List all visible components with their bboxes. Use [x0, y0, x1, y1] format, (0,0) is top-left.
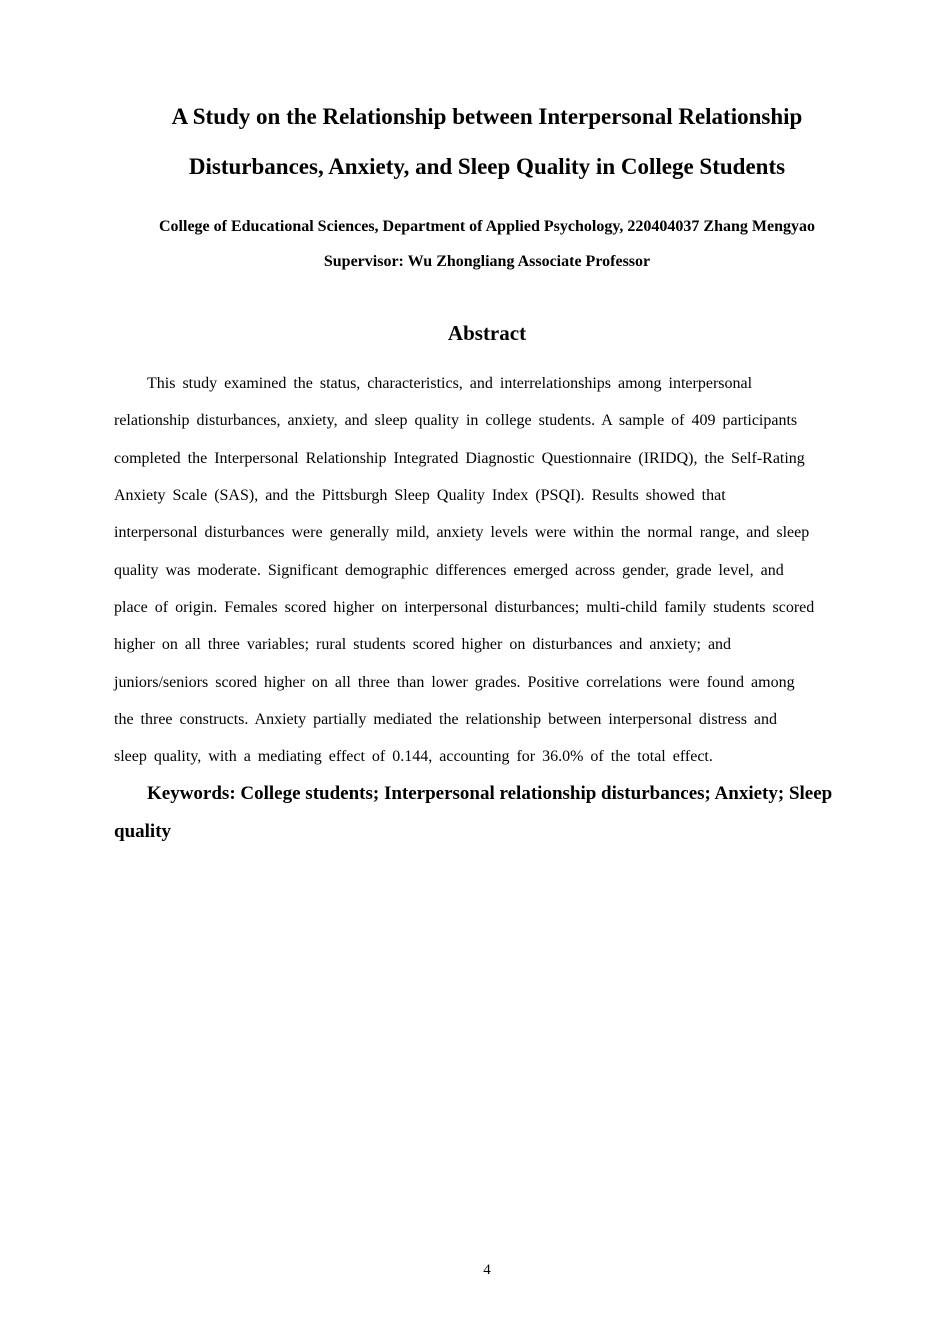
keywords-line-2: quality: [114, 821, 172, 842]
abstract-line: Anxiety Scale (SAS), and the Pittsburgh Sleep Quality Index (PSQI). Results showed that: [114, 487, 726, 504]
paper-title-line-1: A Study on the Relationship between Interpersonal Relationship: [171, 104, 803, 129]
abstract-line: interpersonal disturbances were generally mild, anxiety levels were within the normal range, and sleep: [114, 524, 810, 541]
page-number: 4: [483, 1262, 491, 1278]
abstract-heading: Abstract: [447, 321, 527, 345]
abstract-line: completed the Interpersonal Relationship Integrated Diagnostic Questionnaire (IRIDQ), the Self-Rating: [114, 450, 805, 467]
abstract-line: the three constructs. Anxiety partially mediated the relationship between interpersonal distress and: [114, 711, 778, 728]
paper-title-line-2: Disturbances, Anxiety, and Sleep Quality in College Students: [188, 154, 786, 179]
abstract-line: higher on all three variables; rural students scored higher on disturbances and anxiety; and: [114, 636, 732, 653]
supervisor-line: Supervisor: Wu Zhongliang Associate Professor: [323, 253, 651, 270]
author-affiliation: College of Educational Sciences, Department of Applied Psychology, 220404037 Zhang Mengyao: [159, 218, 815, 235]
abstract-line: relationship disturbances, anxiety, and sleep quality in college students. A sample of 409 participants: [114, 412, 798, 429]
abstract-line: juniors/seniors scored higher on all three than lower grades. Positive correlations were found among: [114, 674, 795, 691]
abstract-line: sleep quality, with a mediating effect of 0.144, accounting for 36.0% of the total effect.: [114, 748, 713, 765]
abstract-line: quality was moderate. Significant demographic differences emerged across gender, grade level, and: [114, 562, 784, 579]
abstract-line: place of origin. Females scored higher on interpersonal disturbances; multi-child family students scored: [114, 599, 815, 616]
keywords-line-1: Keywords: College students; Interpersonal relationship disturbances; Anxiety; Sleep: [147, 783, 833, 804]
abstract-line: This study examined the status, characteristics, and interrelationships among interpersonal: [147, 375, 753, 392]
